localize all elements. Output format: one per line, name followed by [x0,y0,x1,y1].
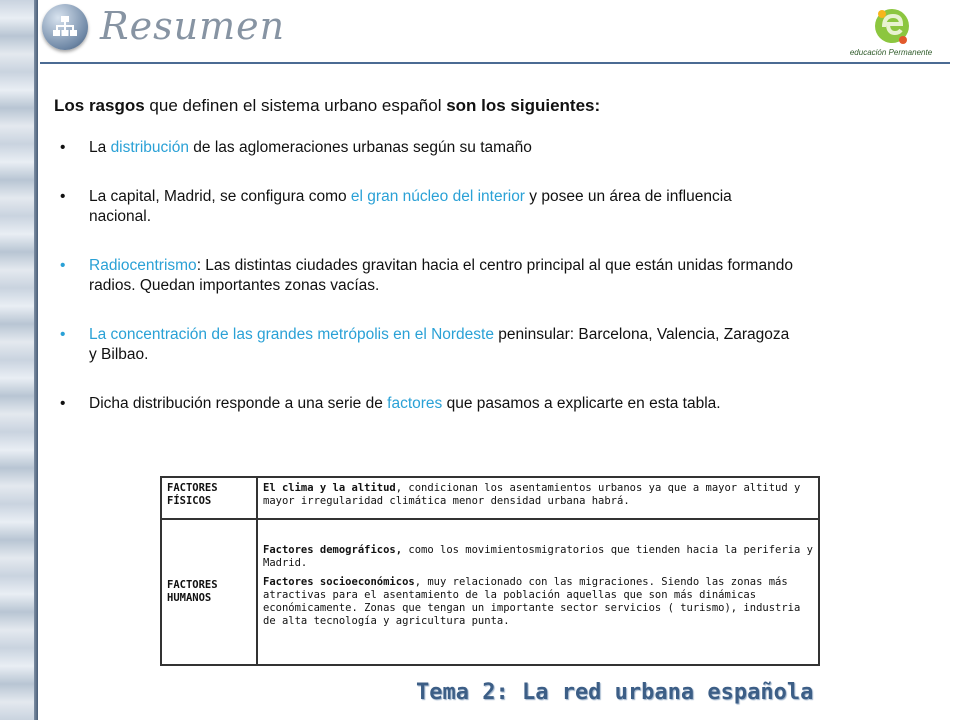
page-title: Resumen [100,4,286,48]
list-item [54,325,794,365]
factors-table [160,476,820,666]
cell-bold: Factores socioeconómicos [263,576,415,588]
bullet-glyph: • [60,139,66,156]
sitemap-icon [42,4,88,50]
bullet-text: La capital, Madrid, se configura como [89,188,351,205]
bullet-text: Dicha distribución responde a una serie de [89,395,388,412]
cell-bold: Factores demográficos, [263,544,403,556]
education-logo-icon [872,6,912,46]
brand-logo [836,6,946,62]
header-divider [40,62,950,64]
bullet-list [54,138,794,414]
brand-text: educación Permanente [849,48,933,57]
cell-text: , condicionan los asentamientos urbanos ya que a mayor altitud y mayor irregularidad climática menor densidad urbana habrá. [263,482,801,507]
bullet-text: y posee un área de influencia nacional. [89,188,732,225]
cell-bold: El clima y la altitud [263,482,396,494]
bullet-text: La [89,139,111,156]
bullet-text: que pasamos a explicarte en esta tabla. [442,395,721,412]
decorative-left-border [0,0,38,720]
bullet-text: : Las distintas ciudades gravitan hacia el centro principal al que están unidas formando radios. Quedan importantes zonas vacías. [89,257,793,294]
cell-text: , muy relacionado con las migraciones. Siendo las zonas más atractivas para el asentamiento de la población aquellas que son más dinámicas económicamente. Zonas que tengan un importante sector servicios ( turismo), industria de alta tecnología y agricultura punta. [263,576,801,627]
bullet-highlight: factores [387,395,443,412]
table-header-human: FACTORES HUMANOS [161,519,257,665]
footer-title: Tema 2: La red urbana española [416,680,814,705]
intro-bold-2: son los siguientes: [446,96,601,115]
cell-text: como los movimientosmigratorios que tienden hacia la periferia y Madrid. [263,544,813,569]
table-header-physical: FACTORES FÍSICOS [161,477,257,519]
intro-text [54,96,794,116]
cell-paragraph [263,576,813,628]
bullet-highlight: distribución [110,139,189,156]
cell-paragraph [263,544,813,570]
list-item [54,138,794,158]
table-row [161,519,819,665]
list-item [54,256,794,296]
list-item [54,394,794,414]
bullet-glyph: • [60,326,66,343]
list-item [54,187,794,227]
bullet-glyph: • [60,257,66,274]
intro-bold-1: Los rasgos [54,96,145,115]
bullet-text: de las aglomeraciones urbanas según su tamaño [188,139,532,156]
bullet-highlight: La concentración de las grandes metrópolis en el Nordeste [89,326,494,343]
bullet-glyph: • [60,188,66,205]
bullet-highlight: Radiocentrismo [89,257,197,274]
table-cell-human [257,519,819,665]
bullet-glyph: • [60,395,66,412]
table-cell-physical [257,477,819,519]
table-row [161,477,819,519]
intro-normal: que definen el sistema urbano español [144,96,447,115]
main-content [54,96,794,443]
bullet-text: peninsular: Barcelona, Valencia, Zaragoza y Bilbao. [89,326,790,363]
bullet-highlight: el gran núcleo del interior [350,188,525,205]
